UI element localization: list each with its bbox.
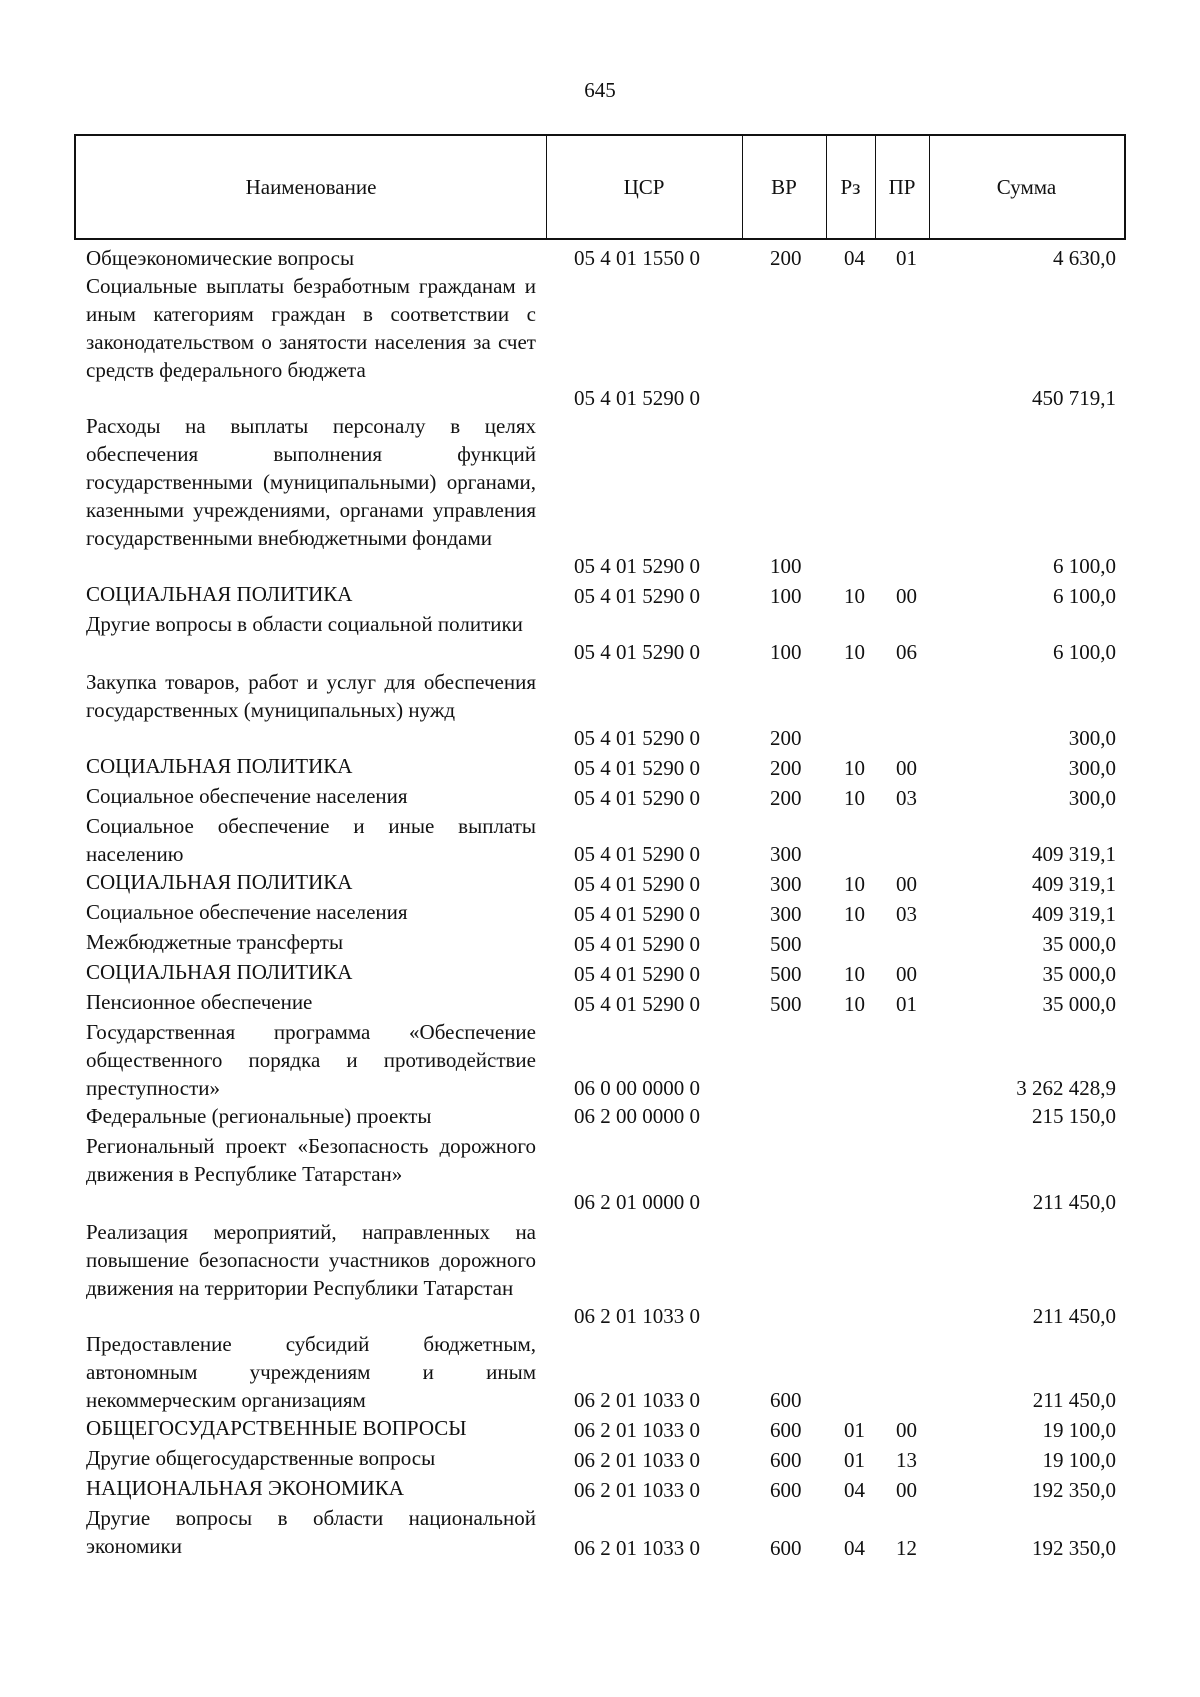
row-csr: 06 2 00 0000 0 <box>574 1104 700 1128</box>
table-row <box>0 272 1200 412</box>
row-csr: 05 4 01 5290 0 <box>574 962 700 986</box>
table-row <box>0 752 1200 782</box>
row-name: Закупка товаров, работ и услуг для обеспечения государственных (муниципальных) нужд <box>86 670 536 722</box>
row-name: СОЦИАЛЬНАЯ ПОЛИТИКА <box>86 754 353 778</box>
row-sum: 35 000,0 <box>1042 962 1116 986</box>
row-name: Другие вопросы в области социальной политики <box>86 612 523 636</box>
table-row <box>0 244 1200 272</box>
table-row <box>0 610 1200 666</box>
row-pr: 03 <box>896 786 917 810</box>
row-name: СОЦИАЛЬНАЯ ПОЛИТИКА <box>86 870 353 894</box>
row-sum: 409 319,1 <box>1032 902 1116 926</box>
row-sum: 211 450,0 <box>1032 1304 1116 1328</box>
table-row <box>0 1330 1200 1414</box>
table-row <box>0 668 1200 752</box>
header-sum: Сумма <box>996 175 1057 199</box>
table-row <box>0 1218 1200 1330</box>
row-sum: 192 350,0 <box>1032 1536 1116 1560</box>
row-pr: 00 <box>896 872 917 896</box>
row-rz: 10 <box>844 872 865 896</box>
row-vr: 500 <box>770 992 802 1016</box>
row-rz: 10 <box>844 640 865 664</box>
row-vr: 600 <box>770 1448 802 1472</box>
table-row <box>0 1444 1200 1474</box>
row-pr: 00 <box>896 1478 917 1502</box>
table-row <box>0 782 1200 812</box>
row-name: Предоставление субсидий бюджетным, автономным учреждениям и иным некоммерческим организациям <box>86 1332 536 1412</box>
row-sum: 6 100,0 <box>1053 640 1116 664</box>
row-rz: 01 <box>844 1418 865 1442</box>
row-vr: 600 <box>770 1388 802 1412</box>
row-name: Федеральные (региональные) проекты <box>86 1104 432 1128</box>
row-name: Другие общегосударственные вопросы <box>86 1446 436 1470</box>
table-row <box>0 958 1200 988</box>
row-pr: 01 <box>896 992 917 1016</box>
row-pr: 00 <box>896 1418 917 1442</box>
row-csr: 06 2 01 1033 0 <box>574 1304 700 1328</box>
row-name: Общеэкономические вопросы <box>86 246 355 270</box>
row-name: Региональный проект «Безопасность дорожного движения в Республике Татарстан» <box>86 1134 536 1186</box>
row-vr: 200 <box>770 726 802 750</box>
table-row <box>0 1414 1200 1444</box>
row-csr: 05 4 01 5290 0 <box>574 902 700 926</box>
row-vr: 300 <box>770 842 802 866</box>
row-name: Социальные выплаты безработным гражданам и иным категориям граждан в соответствии с законодательством о занятости населения за счет средств федерального бюджета <box>86 274 536 382</box>
row-sum: 3 262 428,9 <box>1016 1076 1116 1100</box>
table-row <box>0 1504 1200 1562</box>
row-name: Межбюджетные трансферты <box>86 930 344 954</box>
table-row <box>0 1018 1200 1102</box>
row-pr: 00 <box>896 756 917 780</box>
row-csr: 05 4 01 5290 0 <box>574 992 700 1016</box>
row-rz: 10 <box>844 756 865 780</box>
row-csr: 05 4 01 5290 0 <box>574 554 700 578</box>
row-vr: 600 <box>770 1418 802 1442</box>
table-row <box>0 928 1200 958</box>
row-name: НАЦИОНАЛЬНАЯ ЭКОНОМИКА <box>86 1476 404 1500</box>
row-sum: 409 319,1 <box>1032 872 1116 896</box>
table-row <box>0 898 1200 928</box>
row-sum: 19 100,0 <box>1042 1448 1116 1472</box>
page-number: 645 <box>584 78 616 102</box>
row-csr: 05 4 01 5290 0 <box>574 726 700 750</box>
row-vr: 100 <box>770 640 802 664</box>
row-vr: 200 <box>770 786 802 810</box>
row-sum: 211 450,0 <box>1032 1388 1116 1412</box>
row-csr: 05 4 01 5290 0 <box>574 584 700 608</box>
row-sum: 6 100,0 <box>1053 584 1116 608</box>
row-rz: 10 <box>844 902 865 926</box>
row-rz: 10 <box>844 584 865 608</box>
row-sum: 35 000,0 <box>1042 992 1116 1016</box>
row-name: Социальное обеспечение населения <box>86 900 408 924</box>
row-pr: 03 <box>896 902 917 926</box>
row-sum: 19 100,0 <box>1042 1418 1116 1442</box>
row-pr: 12 <box>896 1536 917 1560</box>
row-name: ОБЩЕГОСУДАРСТВЕННЫЕ ВОПРОСЫ <box>86 1416 467 1440</box>
row-csr: 06 2 01 1033 0 <box>574 1536 700 1560</box>
row-name: Государственная программа «Обеспечение общественного порядка и противодействие преступности» <box>86 1020 536 1100</box>
row-rz: 04 <box>844 1478 865 1502</box>
row-vr: 200 <box>770 756 802 780</box>
row-sum: 300,0 <box>1068 786 1116 810</box>
table-row <box>0 812 1200 868</box>
table-header <box>74 134 1126 240</box>
row-sum: 450 719,1 <box>1032 386 1116 410</box>
row-csr: 06 2 01 1033 0 <box>574 1418 700 1442</box>
header-vr: ВР <box>771 175 797 199</box>
table-row <box>0 1132 1200 1216</box>
row-vr: 200 <box>770 246 802 270</box>
row-vr: 100 <box>770 554 802 578</box>
row-csr: 05 4 01 5290 0 <box>574 932 700 956</box>
row-csr: 06 2 01 1033 0 <box>574 1388 700 1412</box>
row-rz: 01 <box>844 1448 865 1472</box>
row-vr: 600 <box>770 1536 802 1560</box>
row-sum: 192 350,0 <box>1032 1478 1116 1502</box>
row-pr: 00 <box>896 962 917 986</box>
row-csr: 05 4 01 5290 0 <box>574 842 700 866</box>
table-row <box>0 988 1200 1018</box>
row-name: Расходы на выплаты персоналу в целях обеспечения выполнения функций государственными (муниципальными) органами, казенными учреждениями, органами управления государственными внебюджетными фондами <box>86 414 536 550</box>
row-name: Социальное обеспечение населения <box>86 784 408 808</box>
row-sum: 300,0 <box>1068 756 1116 780</box>
row-name: Реализация мероприятий, направленных на повышение безопасности участников дорожного движения на территории Республики Татарстан <box>86 1220 536 1300</box>
row-name: СОЦИАЛЬНАЯ ПОЛИТИКА <box>86 582 353 606</box>
row-csr: 06 2 01 1033 0 <box>574 1448 700 1472</box>
row-name: Другие вопросы в области национальной экономики <box>86 1506 536 1558</box>
row-rz: 10 <box>844 786 865 810</box>
row-sum: 211 450,0 <box>1032 1190 1116 1214</box>
row-sum: 6 100,0 <box>1053 554 1116 578</box>
row-pr: 06 <box>896 640 917 664</box>
header-csr: ЦСР <box>623 175 665 199</box>
row-sum: 409 319,1 <box>1032 842 1116 866</box>
table-row <box>0 580 1200 610</box>
row-csr: 05 4 01 5290 0 <box>574 640 700 664</box>
row-vr: 300 <box>770 872 802 896</box>
row-rz: 10 <box>844 992 865 1016</box>
row-rz: 10 <box>844 962 865 986</box>
table-row <box>0 412 1200 580</box>
row-name: Пенсионное обеспечение <box>86 990 313 1014</box>
table-row <box>0 1474 1200 1504</box>
row-name: СОЦИАЛЬНАЯ ПОЛИТИКА <box>86 960 353 984</box>
row-vr: 100 <box>770 584 802 608</box>
row-csr: 05 4 01 5290 0 <box>574 872 700 896</box>
row-rz: 04 <box>844 246 865 270</box>
row-vr: 600 <box>770 1478 802 1502</box>
row-csr: 05 4 01 5290 0 <box>574 756 700 780</box>
row-sum: 300,0 <box>1068 726 1116 750</box>
row-sum: 215 150,0 <box>1032 1104 1116 1128</box>
row-pr: 01 <box>896 246 917 270</box>
row-sum: 4 630,0 <box>1053 246 1116 270</box>
table-row <box>0 868 1200 898</box>
row-vr: 500 <box>770 932 802 956</box>
header-name: Наименование <box>245 175 377 199</box>
header-pr: ПР <box>888 175 916 199</box>
row-pr: 00 <box>896 584 917 608</box>
row-csr: 06 2 01 1033 0 <box>574 1478 700 1502</box>
header-rz: Рз <box>840 175 861 199</box>
row-csr: 05 4 01 5290 0 <box>574 786 700 810</box>
row-csr: 05 4 01 1550 0 <box>574 246 700 270</box>
row-rz: 04 <box>844 1536 865 1560</box>
row-vr: 500 <box>770 962 802 986</box>
row-csr: 06 2 01 0000 0 <box>574 1190 700 1214</box>
row-csr: 05 4 01 5290 0 <box>574 386 700 410</box>
row-csr: 06 0 00 0000 0 <box>574 1076 700 1100</box>
row-vr: 300 <box>770 902 802 926</box>
row-sum: 35 000,0 <box>1042 932 1116 956</box>
row-name: Социальное обеспечение и иные выплаты населению <box>86 814 536 866</box>
table-row <box>0 1102 1200 1130</box>
row-pr: 13 <box>896 1448 917 1472</box>
